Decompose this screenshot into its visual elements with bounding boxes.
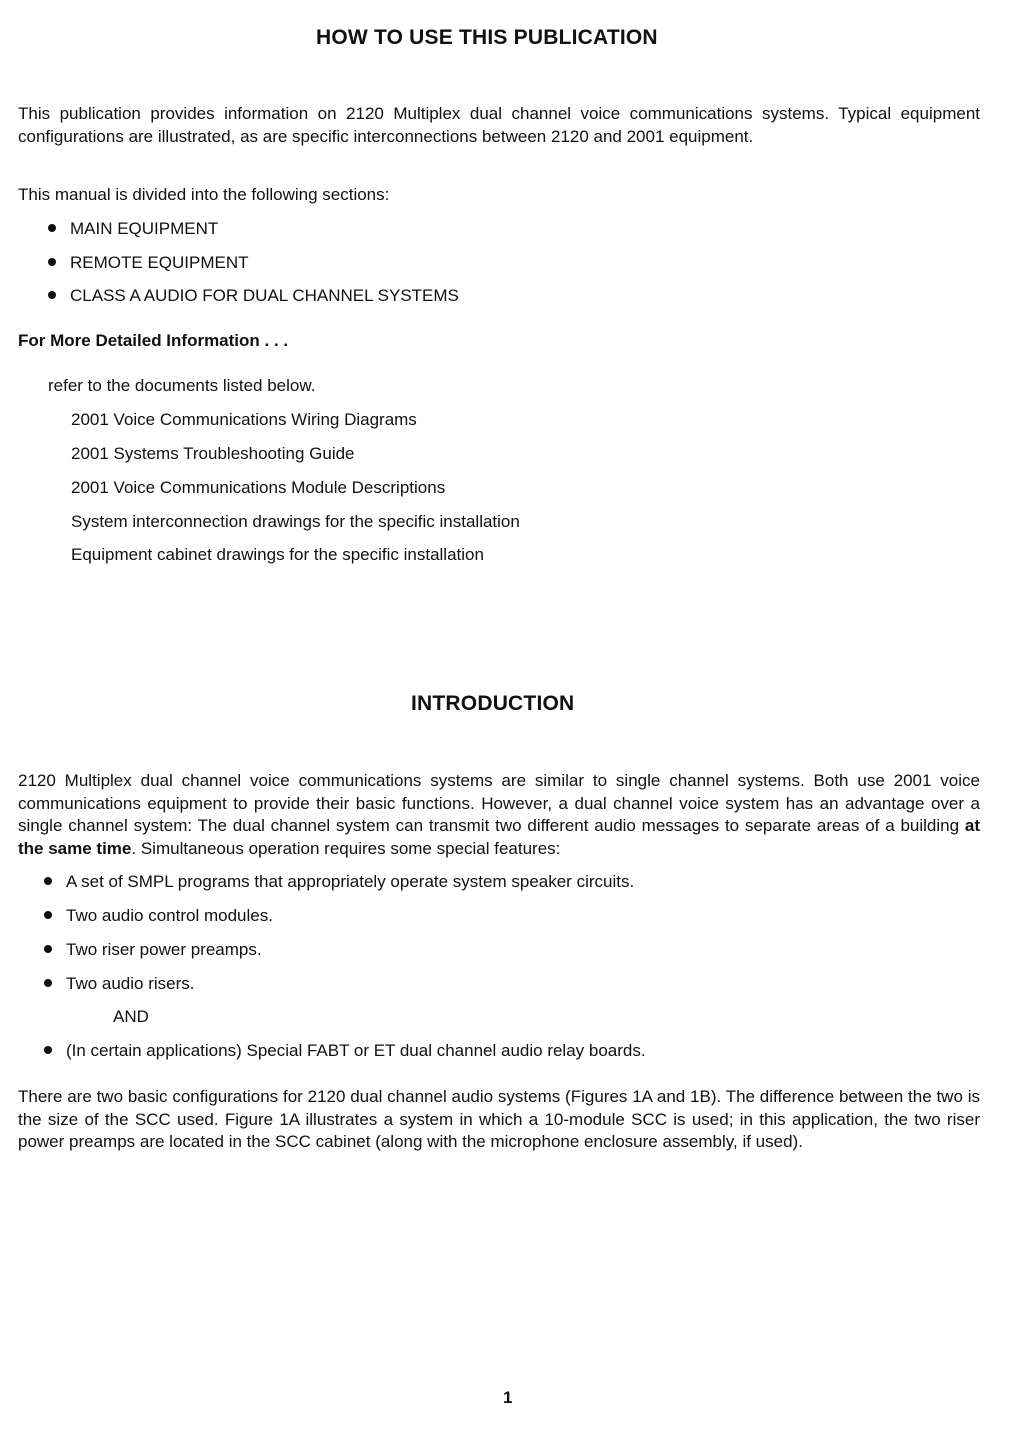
feature-list-item [44,905,273,927]
bullet-icon [44,1046,52,1054]
feature-label: Two audio control modules. [66,906,273,925]
bullet-icon [48,291,56,299]
sections-intro: This manual is divided into the following sections: [18,185,390,204]
intro-paragraph: This publication provides information on 2120 Multiplex dual channel voice communications systems. Typical equipment configurations are illustrated, as are specific interconnections between 2120 and 2001 equipment. [18,104,980,146]
feature-label: (In certain applications) Special FABT or ET dual channel audio relay boards. [66,1041,646,1060]
section-label: REMOTE EQUIPMENT [70,253,249,272]
introduction-title: INTRODUCTION [411,692,575,715]
introduction-text: 2120 Multiplex dual channel voice communications systems are similar to single channel systems. Both use 2001 voice communications equipment to provide their basic functions. However, a dual channel voice system has an advantage over a single channel system: The dual channel system can transmit two different audio messages to separate areas of a building [18,771,980,835]
feature-list-item [44,939,262,961]
feature-list-item [44,871,634,893]
document-item: System interconnection drawings for the specific installation [71,512,520,531]
document-item: 2001 Systems Troubleshooting Guide [71,444,355,463]
bullet-icon [48,258,56,266]
bullet-icon [44,945,52,953]
section-list-item [48,252,249,274]
section-label: CLASS A AUDIO FOR DUAL CHANNEL SYSTEMS [70,286,459,305]
section-list-item [48,218,218,240]
feature-list-item [44,973,195,995]
feature-list-item [44,1040,646,1062]
introduction-paragraph [18,770,980,860]
document-item: 2001 Voice Communications Wiring Diagrams [71,410,417,429]
page-number: 1 [503,1388,513,1407]
page-title: HOW TO USE THIS PUBLICATION [316,26,658,49]
bullet-icon [44,979,52,987]
feature-label: Two audio risers. [66,974,195,993]
closing-paragraph: There are two basic configurations for 2120 dual channel audio systems (Figures 1A and 1B). The difference between the two is the size of the SCC used. Figure 1A illustrates a system in which a 10-module SCC is used; in this application, the two riser power preamps are located in the SCC cabinet (along with the microphone enclosure assembly, if used). [18,1087,980,1151]
feature-label: A set of SMPL programs that appropriately operate system speaker circuits. [66,872,635,891]
section-list-item [48,285,459,307]
and-label: AND [113,1007,149,1026]
introduction-text-end: . Simultaneous operation requires some special features: [131,838,561,858]
document-item: 2001 Voice Communications Module Descriptions [71,478,446,497]
bullet-icon [44,911,52,919]
bullet-icon [48,224,56,232]
refer-text: refer to the documents listed below. [48,376,316,395]
document-item: Equipment cabinet drawings for the specific installation [71,545,484,564]
feature-label: Two riser power preamps. [66,940,262,959]
emphasis-text: at the same time [18,816,980,858]
bullet-icon [44,877,52,885]
section-label: MAIN EQUIPMENT [70,219,219,238]
more-info-heading: For More Detailed Information . . . [18,331,289,350]
